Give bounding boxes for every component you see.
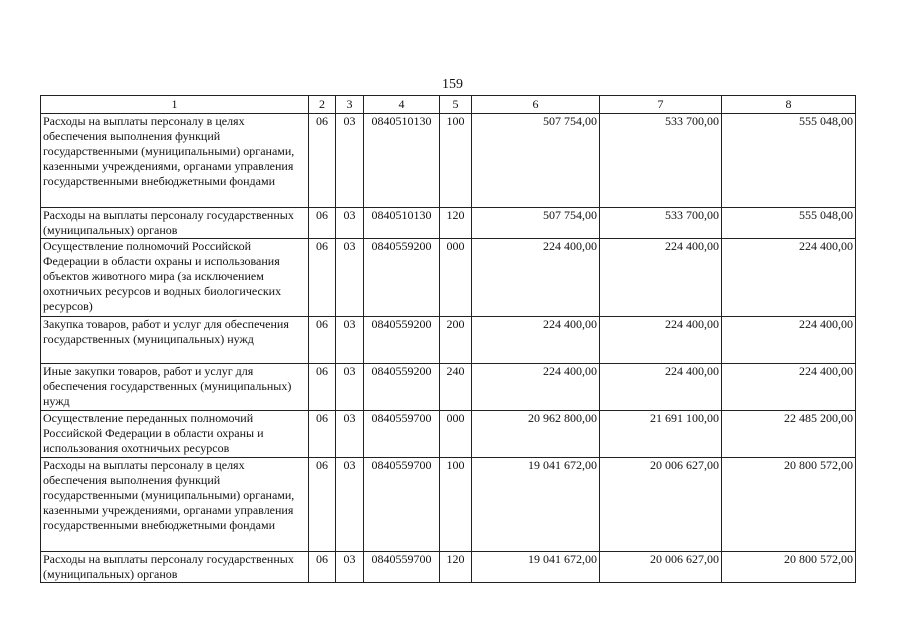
target-article-cell: 0840559200 xyxy=(364,317,440,364)
header-row xyxy=(41,96,856,114)
table-header xyxy=(41,96,856,114)
header-cell-8: 8 xyxy=(722,96,856,114)
expense-type-cell: 000 xyxy=(440,239,472,317)
header-cell-1: 1 xyxy=(41,96,309,114)
amount-col6-cell: 19 041 672,00 xyxy=(472,552,600,583)
target-article-cell: 0840510130 xyxy=(364,208,440,239)
section-code-cell: 06 xyxy=(309,364,336,411)
section-code-cell: 06 xyxy=(309,317,336,364)
target-article-cell: 0840510130 xyxy=(364,114,440,208)
amount-col7-cell: 21 691 100,00 xyxy=(600,411,722,458)
target-article-cell: 0840559700 xyxy=(364,458,440,552)
amount-col7-cell: 533 700,00 xyxy=(600,114,722,208)
subsection-code-cell: 03 xyxy=(336,411,364,458)
expense-name-cell: Осуществление полномочий Российской Федерации в области охраны и использования объектов животного мира (за исключением охотничьих ресурсов и водных биологических ресурсов) xyxy=(41,239,309,317)
expense-name-cell: Расходы на выплаты персоналу государственных (муниципальных) органов xyxy=(41,208,309,239)
expense-type-cell: 120 xyxy=(440,552,472,583)
expense-name-cell: Расходы на выплаты персоналу в целях обеспечения выполнения функций государственными (муниципальными) органами, казенными учреждениями, органами управления государственными внебюджетными фондами xyxy=(41,458,309,552)
section-code-cell: 06 xyxy=(309,411,336,458)
amount-col8-cell: 555 048,00 xyxy=(722,208,856,239)
amount-col8-cell: 555 048,00 xyxy=(722,114,856,208)
subsection-code-cell: 03 xyxy=(336,364,364,411)
amount-col8-cell: 20 800 572,00 xyxy=(722,458,856,552)
amount-col7-cell: 20 006 627,00 xyxy=(600,552,722,583)
expense-name-cell: Расходы на выплаты персоналу государственных (муниципальных) органов xyxy=(41,552,309,583)
amount-col7-cell: 224 400,00 xyxy=(600,239,722,317)
amount-col7-cell: 533 700,00 xyxy=(600,208,722,239)
expense-type-cell: 000 xyxy=(440,411,472,458)
header-cell-5: 5 xyxy=(440,96,472,114)
budget-table xyxy=(40,95,856,583)
expense-type-cell: 120 xyxy=(440,208,472,239)
amount-col7-cell: 224 400,00 xyxy=(600,364,722,411)
expense-type-cell: 100 xyxy=(440,458,472,552)
table-row xyxy=(41,239,856,317)
amount-col6-cell: 507 754,00 xyxy=(472,208,600,239)
expense-type-cell: 240 xyxy=(440,364,472,411)
target-article-cell: 0840559200 xyxy=(364,239,440,317)
header-cell-3: 3 xyxy=(336,96,364,114)
header-cell-7: 7 xyxy=(600,96,722,114)
table-row xyxy=(41,114,856,208)
subsection-code-cell: 03 xyxy=(336,239,364,317)
amount-col6-cell: 19 041 672,00 xyxy=(472,458,600,552)
section-code-cell: 06 xyxy=(309,552,336,583)
table-row xyxy=(41,364,856,411)
amount-col8-cell: 224 400,00 xyxy=(722,364,856,411)
amount-col6-cell: 224 400,00 xyxy=(472,317,600,364)
amount-col8-cell: 20 800 572,00 xyxy=(722,552,856,583)
section-code-cell: 06 xyxy=(309,114,336,208)
target-article-cell: 0840559700 xyxy=(364,552,440,583)
target-article-cell: 0840559700 xyxy=(364,411,440,458)
subsection-code-cell: 03 xyxy=(336,208,364,239)
section-code-cell: 06 xyxy=(309,208,336,239)
target-article-cell: 0840559200 xyxy=(364,364,440,411)
amount-col6-cell: 224 400,00 xyxy=(472,239,600,317)
subsection-code-cell: 03 xyxy=(336,317,364,364)
expense-name-cell: Закупка товаров, работ и услуг для обеспечения государственных (муниципальных) нужд xyxy=(41,317,309,364)
expense-type-cell: 200 xyxy=(440,317,472,364)
expense-type-cell: 100 xyxy=(440,114,472,208)
table-row xyxy=(41,552,856,583)
header-cell-4: 4 xyxy=(364,96,440,114)
amount-col8-cell: 22 485 200,00 xyxy=(722,411,856,458)
table-row xyxy=(41,208,856,239)
subsection-code-cell: 03 xyxy=(336,458,364,552)
header-cell-6: 6 xyxy=(472,96,600,114)
expense-name-cell: Осуществление переданных полномочий Российской Федерации в области охраны и использования охотничьих ресурсов xyxy=(41,411,309,458)
amount-col8-cell: 224 400,00 xyxy=(722,239,856,317)
table-row xyxy=(41,317,856,364)
table-row xyxy=(41,458,856,552)
amount-col6-cell: 20 962 800,00 xyxy=(472,411,600,458)
section-code-cell: 06 xyxy=(309,458,336,552)
amount-col8-cell: 224 400,00 xyxy=(722,317,856,364)
amount-col7-cell: 224 400,00 xyxy=(600,317,722,364)
amount-col7-cell: 20 006 627,00 xyxy=(600,458,722,552)
expense-name-cell: Расходы на выплаты персоналу в целях обеспечения выполнения функций государственными (муниципальными) органами, казенными учреждениями, органами управления государственными внебюджетными фондами xyxy=(41,114,309,208)
subsection-code-cell: 03 xyxy=(336,114,364,208)
amount-col6-cell: 224 400,00 xyxy=(472,364,600,411)
expense-name-cell: Иные закупки товаров, работ и услуг для обеспечения государственных (муниципальных) нужд xyxy=(41,364,309,411)
subsection-code-cell: 03 xyxy=(336,552,364,583)
table-body xyxy=(41,114,856,583)
page-number: 159 xyxy=(442,77,463,92)
section-code-cell: 06 xyxy=(309,239,336,317)
header-cell-2: 2 xyxy=(309,96,336,114)
table-row xyxy=(41,411,856,458)
amount-col6-cell: 507 754,00 xyxy=(472,114,600,208)
